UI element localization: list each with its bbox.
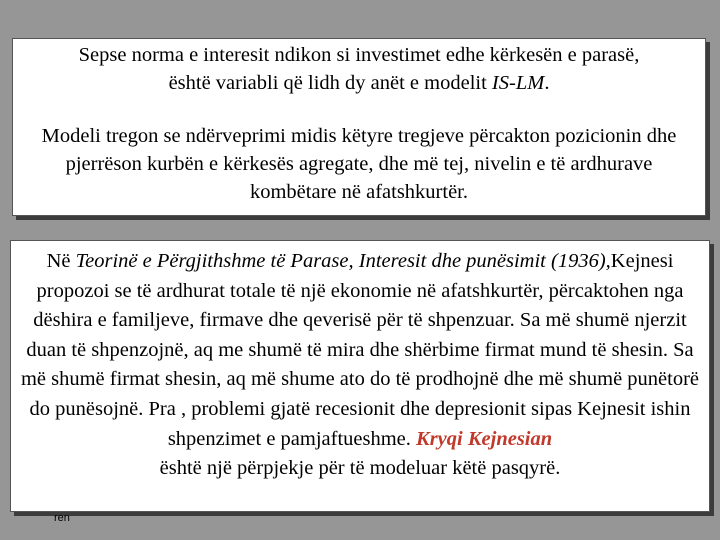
book-title: Teorinë e Përgjithshme të Parase, Interesit dhe punësimit (1936), (75, 250, 611, 272)
text-panel-top (12, 38, 706, 216)
ending-text: është një përpjekje për të modeluar këtë pasqyrë. (159, 457, 561, 480)
text-panel-bottom (10, 240, 710, 512)
p1-line-b: është variabli që lidh dy anët e modelit (168, 72, 492, 94)
paragraph-keynes (19, 247, 701, 484)
paragraph-interest-rate (23, 41, 695, 97)
model-name: IS-LM (491, 72, 545, 94)
paragraph-model-description: Modeli tregon se ndërveprimi midis këtyre tregjeve përcakton pozicionin dhe pjerrëson kurbën e kërkesës agregate, dhe më tej, nivelin e të ardhurave kombëtare në afatshkurtër. (41, 125, 677, 203)
p1-end: . (544, 72, 550, 94)
intro-text: Në (46, 250, 76, 272)
p1-line-a: Sepse norma e interesit ndikon si investimet edhe kërkesën e parasë, (78, 44, 640, 66)
footer-mark: ren (54, 512, 70, 524)
keynesian-cross-highlight: Kryqi Kejnesian (416, 427, 553, 450)
body-text: Kejnesi propozoi se të ardhurat totale të një ekonomie në afatshkurtër, përcaktohen nga dëshira e familjeve, firmave dhe qeverisë për të shpenzuar. Sa më shumë njerzit duan të shpenzojnë, aq me shumë të mira dhe shërbime firmat mund të shesin. Sa më shumë firmat shesin, aq më shume ato do të prodhojnë dhe më shumë punëtorë do punësojnë. Pra , problemi gjatë recesionit dhe depresionit sipas Kejnesit ishin shpenzimet e pamjaftueshme. (20, 250, 700, 450)
